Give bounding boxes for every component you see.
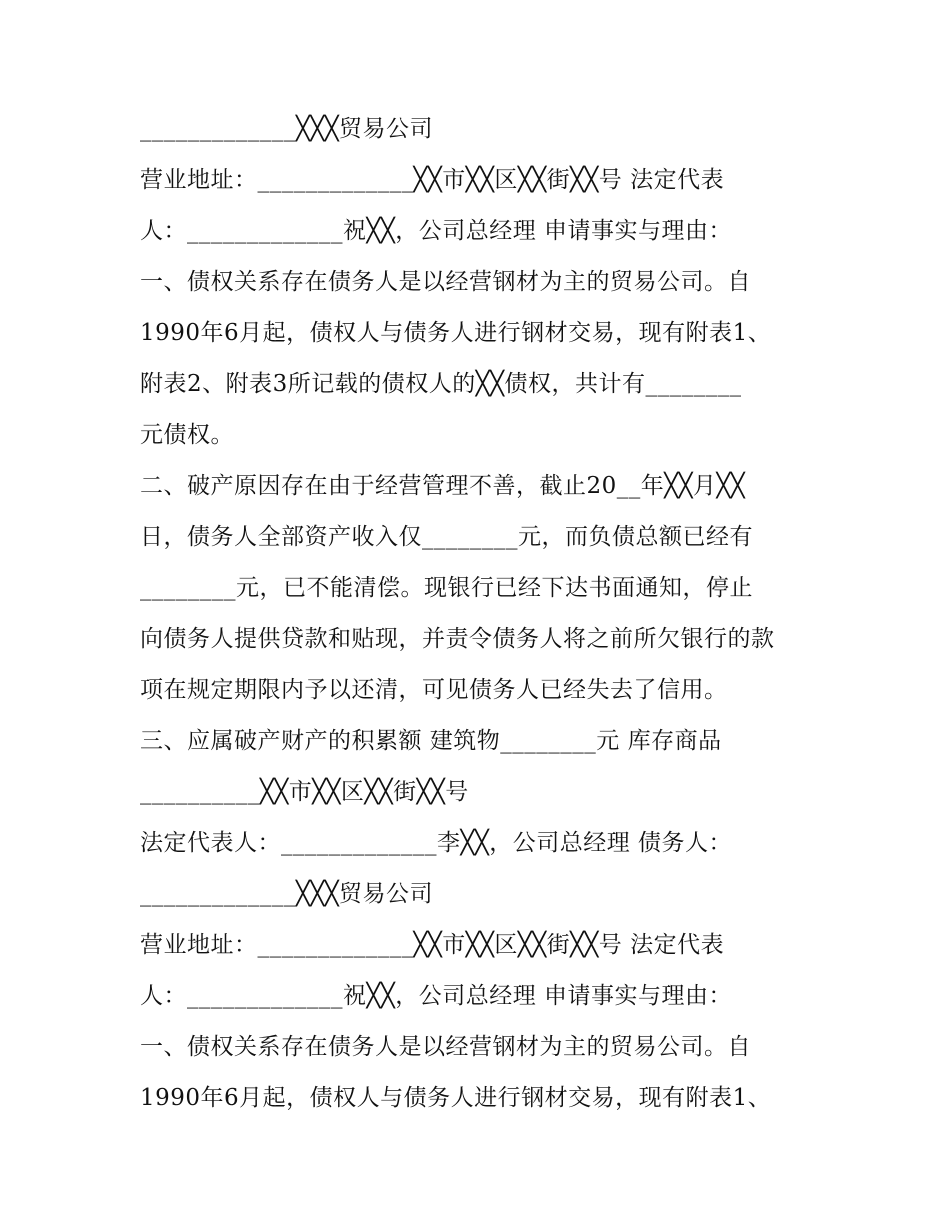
paragraph-line: 向债务人提供贷款和贴现，并责令债务人将之前所欠银行的款 xyxy=(140,626,775,652)
paragraph-line: ________元，已不能清偿。现银行已经下达书面通知，停止 xyxy=(140,575,753,601)
paragraph-line: 一、债权关系存在债务人是以经营钢材为主的贸易公司。自 xyxy=(140,1034,751,1060)
business-address-line: 营业地址：_____________╳╳市╳╳区╳╳街╳╳号 法定代表 xyxy=(140,932,725,958)
address-line: __________╳╳市╳╳区╳╳街╳╳号 xyxy=(140,779,469,805)
paragraph-line: 一、债权关系存在债务人是以经营钢材为主的贸易公司。自 xyxy=(140,269,751,295)
paragraph-line: 附表2、附表3所记载的债权人的╳╳债权，共计有________ xyxy=(140,371,742,397)
paragraph-line: 元债权。 xyxy=(140,422,234,448)
company-name-line: _____________╳╳╳贸易公司 xyxy=(140,116,434,142)
company-name-line: _____________╳╳╳贸易公司 xyxy=(140,881,434,907)
paragraph-line: 1990年6月起，债权人与债务人进行钢材交易，现有附表1、 xyxy=(140,1085,772,1111)
paragraph-line: 三、应属破产财产的积累额 建筑物________元 库存商品 xyxy=(140,728,722,754)
paragraph-line: 二、破产原因存在由于经营管理不善，截止20__年╳╳月╳╳ xyxy=(140,473,746,499)
document-body xyxy=(140,104,820,1124)
legal-representative-line: 人：_____________祝╳╳，公司总经理 申请事实与理由： xyxy=(140,218,733,244)
paragraph-line: 1990年6月起，债权人与债务人进行钢材交易，现有附表1、 xyxy=(140,320,772,346)
legal-representative-line: 法定代表人：_____________李╳╳，公司总经理 债务人： xyxy=(140,830,733,856)
business-address-line: 营业地址：_____________╳╳市╳╳区╳╳街╳╳号 法定代表 xyxy=(140,167,725,193)
paragraph-line: 日，债务人全部资产收入仅________元，而负债总额已经有 xyxy=(140,524,753,550)
paragraph-line: 项在规定期限内予以还清，可见债务人已经失去了信用。 xyxy=(140,677,728,703)
legal-representative-line: 人：_____________祝╳╳，公司总经理 申请事实与理由： xyxy=(140,983,733,1009)
